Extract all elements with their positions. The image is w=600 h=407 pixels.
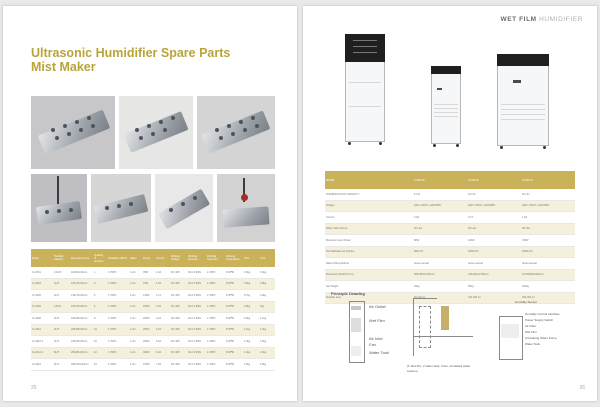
table-cell: 3L/H <box>53 313 70 325</box>
table-cell: 1.7MHz <box>107 278 129 290</box>
table-cell: 5-50℃ <box>225 336 243 348</box>
table-cell: 1kg <box>259 301 275 313</box>
table-cell: 220V~/50Hz, 110V/60Hz <box>413 200 467 212</box>
table-cell: 1.0A <box>521 212 575 224</box>
product-photo-4 <box>31 174 87 242</box>
product-photo-7 <box>217 174 275 242</box>
column-header: MODEL <box>325 171 413 189</box>
table-cell: 1.5kg <box>259 336 275 348</box>
humidifier-photo-3 <box>497 54 549 146</box>
label-b-0: Humidity Sensor <box>515 300 538 304</box>
label-b-4: Wet Film <box>525 330 537 334</box>
table-cell: 8 <box>93 313 107 325</box>
table-row <box>31 336 275 348</box>
label-b-5: Circulating Water Pump <box>525 336 557 340</box>
page-number: 26 <box>579 385 585 391</box>
table-row <box>31 359 275 371</box>
table-cell: 1.3kg <box>243 336 259 348</box>
table-cell: 3 <box>93 278 107 290</box>
table-cell: 0.3kg <box>243 267 259 278</box>
table-cell: 35W <box>142 267 155 278</box>
table-cell: 1.7MHz <box>206 290 225 302</box>
label-a-4: Water Tank <box>369 350 390 355</box>
table-cell: 1.2m <box>129 267 142 278</box>
table-cell: 1.2m <box>129 313 142 325</box>
column-header: Working pressure <box>187 249 206 267</box>
column-header: Dimension (mm) <box>70 249 93 267</box>
table-cell: 1.2m <box>129 301 142 313</box>
table-row <box>325 223 575 235</box>
table-cell: 1.7MHz <box>107 336 129 348</box>
table-cell: Dimension (WxDxH mm) <box>325 269 413 281</box>
label-b-3: Air Filter <box>525 324 537 328</box>
table-cell: 0.9kg <box>243 313 259 325</box>
table-cell: Suitable area <box>325 292 413 304</box>
table-cell: 1.3kg <box>259 324 275 336</box>
table-cell: 0.6A <box>413 212 467 224</box>
table-cell: 230x85x33mm <box>70 336 93 348</box>
column-header: Oscillation (MHz) <box>107 249 129 267</box>
table-cell: CL-M08 <box>31 313 53 325</box>
table-cell: 1.6kg <box>259 347 275 359</box>
table-cell: 40-0.3 MPa <box>187 267 206 278</box>
product-photo-5 <box>91 174 151 242</box>
table-cell: 1.6kg <box>243 359 259 371</box>
column-header: Quantity of atomizer <box>93 249 107 267</box>
table-cell: 250x85x33mm <box>70 347 93 359</box>
table-cell: 0.9kg <box>259 290 275 302</box>
table-cell: 1.8kg <box>259 359 275 371</box>
table-cell: 1.7MHz <box>206 301 225 313</box>
label-a-0: Air Outlet <box>369 304 386 309</box>
table-cell: 220V~/50Hz, 110V/60Hz <box>521 200 575 212</box>
table-row <box>325 212 575 224</box>
table-cell: 505x305x1235mm <box>413 269 467 281</box>
label-b-1: Humidity Control Interface <box>525 312 560 316</box>
table-cell: DC 48V <box>170 313 187 325</box>
left-page <box>3 6 297 401</box>
table-cell: 1.7MHz <box>107 347 129 359</box>
table-cell: 1.7MHz <box>206 324 225 336</box>
table-cell: 1.5A <box>155 278 170 290</box>
table-cell: DC 48V <box>170 324 187 336</box>
column-header: Humidify capacity <box>53 249 70 267</box>
table-cell: CL-M12-2 <box>31 347 53 359</box>
table-cell: 100kg <box>521 281 575 293</box>
table-cell: 5-50℃ <box>225 267 243 278</box>
table-row <box>31 290 275 302</box>
table-cell: 0.7kg <box>243 290 259 302</box>
column-header: CLSM-06 <box>413 171 467 189</box>
table-cell: 140x75x33mm <box>70 290 93 302</box>
table-cell: 1.7MHz <box>107 359 129 371</box>
table-cell: 10 L/hr <box>467 189 521 200</box>
table-row <box>325 269 575 281</box>
table-cell: Net Weight <box>325 281 413 293</box>
table-cell: CL-M10-2 <box>31 336 53 348</box>
table-cell: 250W <box>142 336 155 348</box>
table-row <box>31 313 275 325</box>
table-cell: CL-M10 <box>31 324 53 336</box>
table-cell: 120W <box>467 235 521 247</box>
table-cell: 30 Liter <box>467 223 521 235</box>
table-cell: 40-0.3 MPa <box>187 278 206 290</box>
table-cell: 6L/H <box>53 359 70 371</box>
table-cell: 300W <box>142 347 155 359</box>
product-photo-1 <box>31 96 115 169</box>
table-cell: 1.7MHz <box>107 301 129 313</box>
label-a-1: Wet Film <box>369 318 385 323</box>
table-cell: 12 <box>93 347 107 359</box>
section-header-light: HUMIDIFIER <box>539 16 583 23</box>
table-cell: 160x75x33mm <box>70 301 93 313</box>
table-cell: 0.4kg <box>259 267 275 278</box>
humidifier-photo-2 <box>431 66 461 144</box>
table-cell: 1.0A <box>155 267 170 278</box>
table-row <box>31 301 275 313</box>
table-cell: 265x100x33mm <box>70 359 93 371</box>
table-cell: 10 <box>93 336 107 348</box>
table-cell: 40-0.3 MPa <box>187 324 206 336</box>
table-cell: 55kg <box>467 281 521 293</box>
table-cell: DC 48V <box>170 267 187 278</box>
label-a-3: Fan <box>369 342 376 347</box>
table-cell: 1.2m <box>129 324 142 336</box>
table-cell: Current <box>325 212 413 224</box>
table-cell: HUMIDIFICATION CAPACITY <box>325 189 413 200</box>
table-cell: 1.7MHz <box>206 313 225 325</box>
table-cell: 250W <box>142 324 155 336</box>
table-cell: 375W <box>142 359 155 371</box>
title-line-1: Ultrasonic Humidifier Spare Parts <box>31 46 231 60</box>
table-cell: Auto+manual <box>521 258 575 270</box>
table-cell: 1.4kg <box>243 347 259 359</box>
column-header: Current <box>155 249 170 267</box>
table-cell: 15 L/hr <box>521 189 575 200</box>
table-cell: 180-300 m² <box>521 292 575 304</box>
title-line-2: Mist Maker <box>31 60 96 74</box>
table-cell: 30 Liter <box>521 223 575 235</box>
table-cell: 1.7MHz <box>206 336 225 348</box>
label-a-2: Air Inlet <box>369 336 383 341</box>
table-cell: 10 <box>93 324 107 336</box>
table-cell: 40-0.3 MPa <box>187 336 206 348</box>
table-cell: 1.7MHz <box>206 278 225 290</box>
drawing-note: (1 Wet film, 2 water tank, 3 fan, circulated water system) <box>407 364 471 373</box>
table-cell: DC 48V <box>170 336 187 348</box>
humidifier-photo-1 <box>345 34 385 142</box>
table-cell: 5-50℃ <box>225 324 243 336</box>
label-b-6: Water Tank <box>525 342 541 346</box>
table-cell: 1.7MHz <box>107 324 129 336</box>
table-cell: 15 <box>93 359 107 371</box>
table-cell: CL-M06 <box>31 301 53 313</box>
table-cell: 2L/H <box>53 290 70 302</box>
table-row <box>325 189 575 200</box>
table-cell: CL-M01 <box>31 267 53 278</box>
mist-maker-spec-table <box>31 249 275 371</box>
column-header: Working voltage <box>170 249 187 267</box>
column-header: Model <box>31 249 53 267</box>
table-row <box>31 347 275 359</box>
table-cell: 5-50℃ <box>225 313 243 325</box>
table-cell: 200W <box>142 313 155 325</box>
column-header: CLSM-10 <box>467 171 521 189</box>
table-cell: CL-M03 <box>31 278 53 290</box>
table-cell: 7.8A <box>155 359 170 371</box>
table-cell: 1.7MHz <box>206 347 225 359</box>
table-cell: 120x70x33mm <box>70 278 93 290</box>
table-cell: 0.7A <box>467 212 521 224</box>
table-cell: 1.2m <box>129 336 142 348</box>
table-cell: 5-50℃ <box>225 301 243 313</box>
table-cell: 1000m³/h <box>467 246 521 258</box>
page-title <box>31 46 231 74</box>
table-cell: Auto+manual <box>467 258 521 270</box>
table-cell: DC 48V <box>170 301 187 313</box>
table-row <box>31 324 275 336</box>
table-cell: 40-0.3 MPa <box>187 301 206 313</box>
table-row <box>325 246 575 258</box>
table-cell: Water Filling Method <box>325 258 413 270</box>
table-cell: 1.2m <box>129 290 142 302</box>
table-row <box>325 235 575 247</box>
table-row <box>325 200 575 212</box>
table-cell: 5-50℃ <box>225 290 243 302</box>
table-cell: 0.8kg <box>259 278 275 290</box>
table-cell: 110x50x33mm <box>70 267 93 278</box>
table-header-row <box>31 249 275 267</box>
table-cell: 5-50℃ <box>225 359 243 371</box>
table-cell: Humidification Air Volume <box>325 246 413 258</box>
table-cell: 6 L/hr <box>413 189 467 200</box>
product-photo-2 <box>119 96 193 169</box>
right-page <box>303 6 597 401</box>
table-cell: 1.2m <box>129 347 142 359</box>
table-cell: 4L/H <box>53 324 70 336</box>
table-row <box>31 278 275 290</box>
section-header-bold: WET FILM <box>500 16 537 23</box>
table-cell: 1.7MHz <box>206 267 225 278</box>
table-cell: 150W <box>521 235 575 247</box>
table-cell: 180x80x33mm <box>70 313 93 325</box>
column-header: G.W. <box>259 249 275 267</box>
table-cell: 0.8kg <box>243 301 259 313</box>
table-cell: 1.2m <box>129 278 142 290</box>
table-cell: Water Tank Volume <box>325 223 413 235</box>
table-header-row <box>325 171 575 189</box>
table-cell: 5-50℃ <box>225 278 243 290</box>
table-cell: 25kg <box>413 281 467 293</box>
table-row <box>325 258 575 270</box>
table-cell: 6.2A <box>155 347 170 359</box>
drawing-title: Principle Drawing <box>331 291 365 296</box>
table-cell: 800m³/h <box>413 246 467 258</box>
table-cell: 1L/H <box>53 278 70 290</box>
table-row <box>31 267 275 278</box>
table-cell: 4L/H <box>53 336 70 348</box>
table-cell: 1170x600x1900mm <box>521 269 575 281</box>
table-cell: 3.3A <box>155 301 170 313</box>
table-cell: 0.3L/H <box>53 267 70 278</box>
table-cell: 75W <box>142 278 155 290</box>
table-cell: 5L/H <box>53 347 70 359</box>
table-cell: 205x85x33mm <box>70 324 93 336</box>
table-cell: CL-M05 <box>31 290 53 302</box>
table-cell: 1.7MHz <box>107 267 129 278</box>
table-cell: 120-200 m² <box>467 292 521 304</box>
table-cell: 1.7MHz <box>206 359 225 371</box>
table-cell: DC 48V <box>170 278 187 290</box>
table-cell: 1 <box>93 267 107 278</box>
section-header <box>500 16 583 23</box>
table-cell: 40-0.3 MPa <box>187 290 206 302</box>
table-cell: 40-0.3 MPa <box>187 347 206 359</box>
table-cell: 130W <box>142 290 155 302</box>
table-cell: 5-50℃ <box>225 347 243 359</box>
column-header: Power <box>142 249 155 267</box>
table-cell: 80W <box>413 235 467 247</box>
table-cell: DC 48V <box>170 347 187 359</box>
table-cell: 1600m³/h <box>521 246 575 258</box>
table-cell: 720x400x1790mm <box>467 269 521 281</box>
table-cell: 220V~/50Hz, 110V/60Hz <box>467 200 521 212</box>
table-cell: 1.7MHz <box>107 313 129 325</box>
product-photo-3 <box>197 96 275 169</box>
table-cell: 4.2A <box>155 313 170 325</box>
column-header: N.W. <box>243 249 259 267</box>
table-cell: 5.2A <box>155 324 170 336</box>
table-cell: Auto+manual <box>413 258 467 270</box>
table-cell: 160W <box>142 301 155 313</box>
table-cell: 5 <box>93 290 107 302</box>
table-cell: 5.2A <box>155 336 170 348</box>
table-cell: 0.6kg <box>243 278 259 290</box>
table-cell: Maximum Input Power <box>325 235 413 247</box>
table-cell: 40-0.3 MPa <box>187 359 206 371</box>
table-cell: DC 48V <box>170 359 187 371</box>
column-header: Water <box>129 249 142 267</box>
table-cell: CL-M15 <box>31 359 53 371</box>
table-cell: 1.7MHz <box>107 290 129 302</box>
table-cell: 30 Liter <box>413 223 467 235</box>
column-header: Working temperature <box>225 249 243 267</box>
table-cell: DC 48V <box>170 290 187 302</box>
table-cell: 2.5L/H <box>53 301 70 313</box>
column-header: CLSM-15 <box>521 171 575 189</box>
table-cell: Voltage <box>325 200 413 212</box>
table-cell: 40-0.3 MPa <box>187 313 206 325</box>
label-b-2: Power Supply Switch <box>525 318 554 322</box>
wet-film-spec-table <box>325 171 575 304</box>
page-number: 25 <box>31 385 37 391</box>
table-cell: 1.1kg <box>243 324 259 336</box>
table-cell: 1.1kg <box>259 313 275 325</box>
table-cell: 2.7A <box>155 290 170 302</box>
product-photo-6 <box>155 174 213 242</box>
table-cell: 1.2m <box>129 359 142 371</box>
column-header: Working frequency <box>206 249 225 267</box>
table-cell: 6 <box>93 301 107 313</box>
